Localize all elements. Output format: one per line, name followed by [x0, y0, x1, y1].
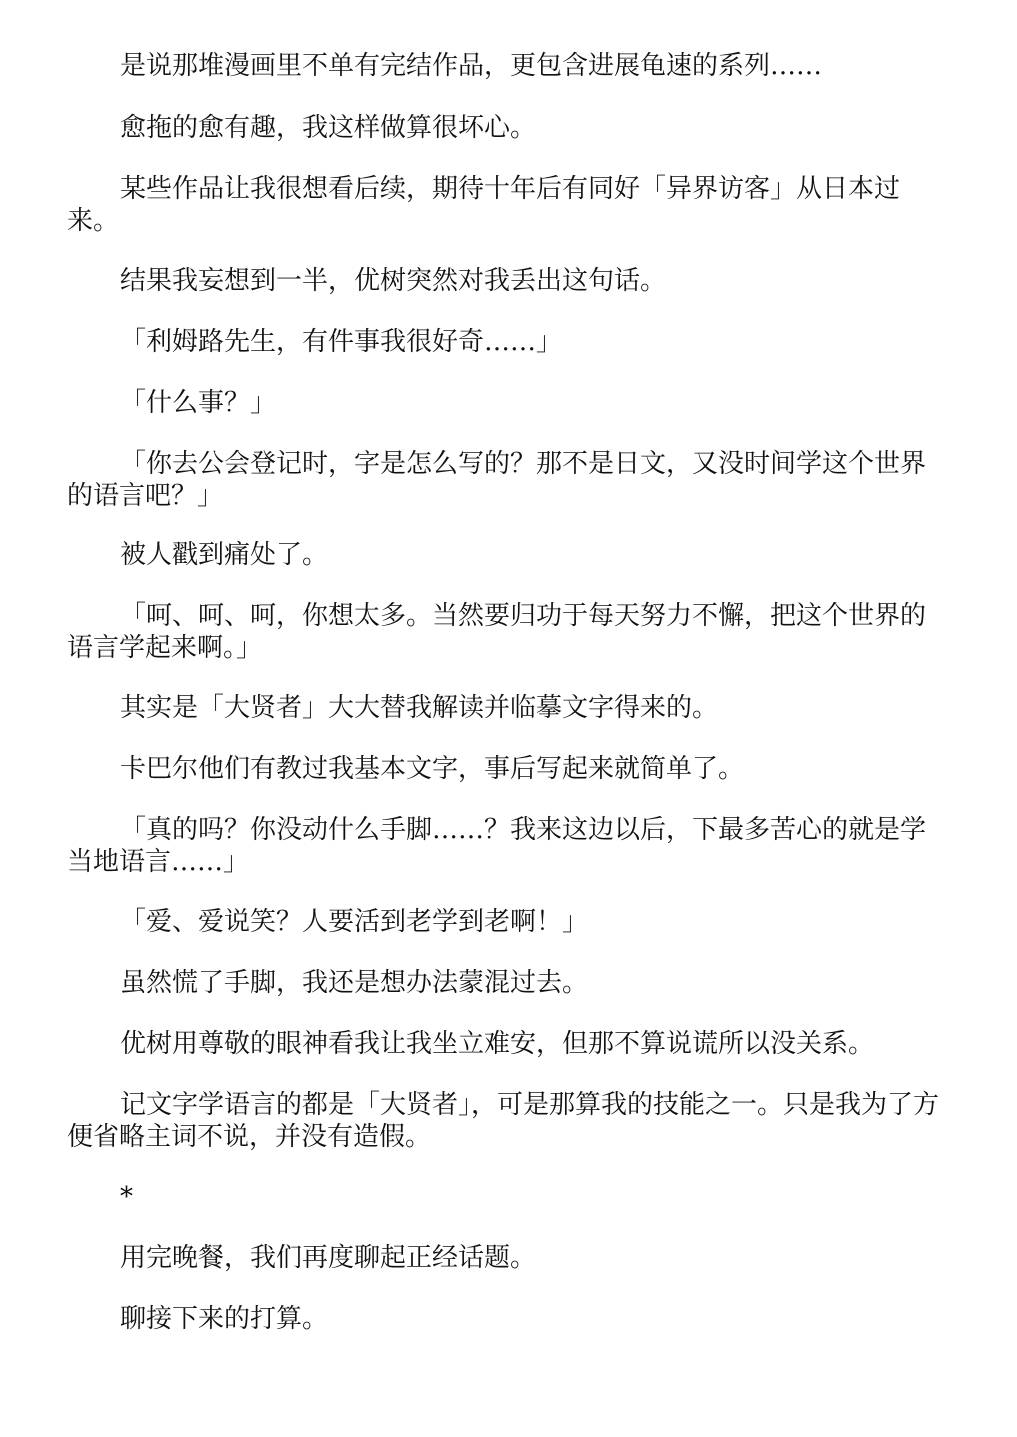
paragraph: 是说那堆漫画里不单有完结作品，更包含进展龟速的系列……: [120, 51, 823, 81]
paragraph: 虽然慌了手脚，我还是想办法蒙混过去。: [120, 968, 589, 998]
paragraph: 聊接下来的打算。: [120, 1304, 329, 1334]
paragraph: 优树用尊敬的眼神看我让我坐立难安，但那不算说谎所以没关系。: [120, 1029, 875, 1059]
paragraph: 被人戳到痛处了。: [120, 540, 329, 570]
paragraph: 「爱、爱说笑？人要活到老学到老啊！」: [120, 907, 589, 937]
paragraph: 结果我妄想到一半，优树突然对我丢出这句话。: [120, 266, 667, 296]
paragraph: 「呵、呵、呵，你想太多。当然要归功于每天努力不懈，把这个世界的语言学起来啊。」: [67, 601, 927, 663]
paragraph: 某些作品让我很想看后续，期待十年后有同好「异界访客」从日本过来。: [67, 174, 901, 236]
paragraph: 「你去公会登记时，字是怎么写的？那不是日文，又没时间学这个世界的语言吧？」: [67, 449, 927, 511]
scene-break: *: [120, 1182, 133, 1212]
paragraph: 记文字学语言的都是「大贤者」，可是那算我的技能之一。只是我为了方便省略主词不说，并没有造假。: [67, 1090, 940, 1152]
paragraph: 其实是「大贤者」大大替我解读并临摹文字得来的。: [120, 693, 719, 723]
paragraph: 用完晚餐，我们再度聊起正经话题。: [120, 1243, 537, 1273]
paragraph: 愈拖的愈有趣，我这样做算很坏心。: [120, 113, 537, 143]
paragraph: 「什么事？」: [120, 388, 277, 418]
paragraph: 「利姆路先生，有件事我很好奇……」: [120, 327, 563, 357]
paragraph: 「真的吗？你没动什么手脚……？我来这边以后，下最多苦心的就是学当地语言……」: [67, 815, 927, 877]
paragraph: 卡巴尔他们有教过我基本文字，事后写起来就简单了。: [120, 754, 745, 784]
